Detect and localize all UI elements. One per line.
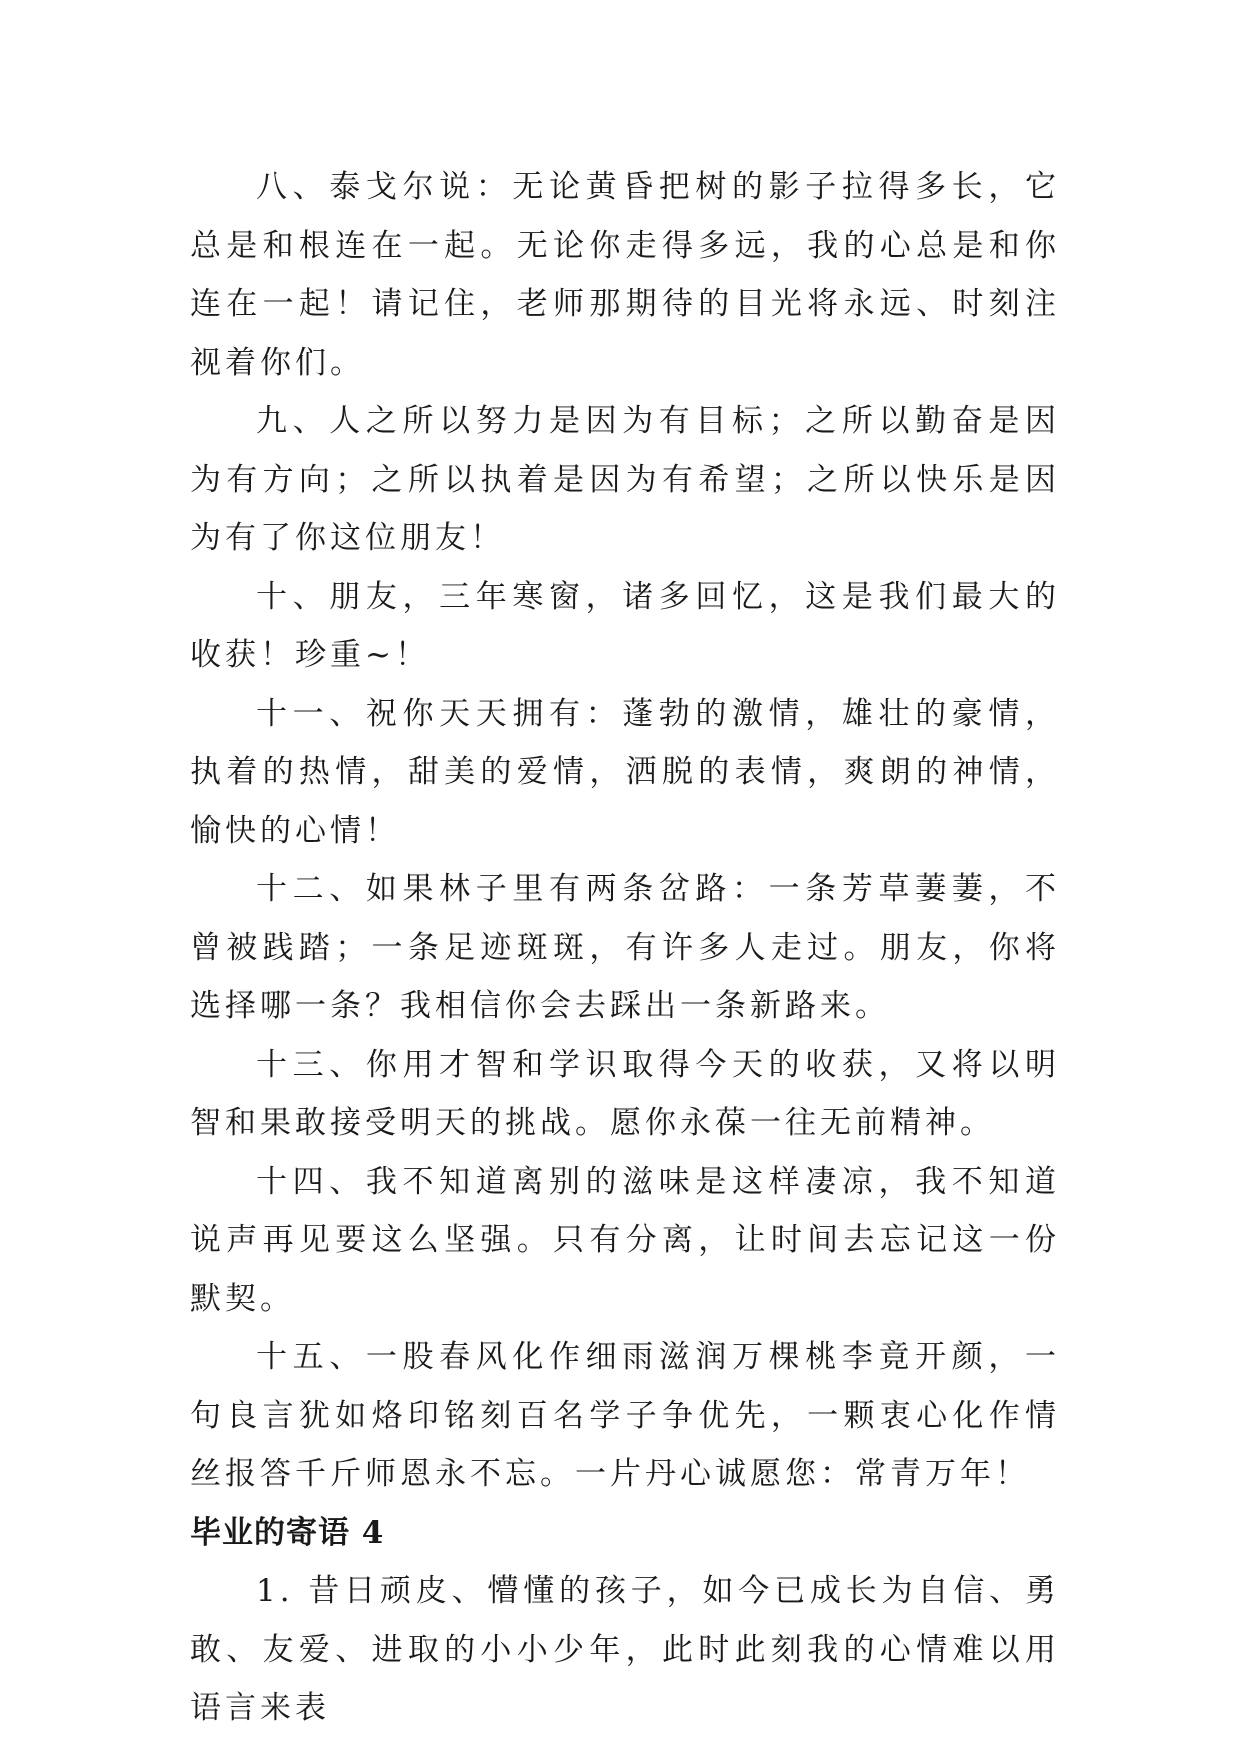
document-body	[190, 158, 1060, 1738]
section-heading: 毕业的寄语 4	[190, 1514, 385, 1551]
paragraph-item-1: 1. 昔日顽皮、懵懂的孩子，如今已成长为自信、勇敢、友爱、进取的小小少年，此时此刻我的心情难以用语言来表	[190, 1573, 1060, 1726]
paragraph-13: 十三、你用才智和学识取得今天的收获，又将以明智和果敢接受明天的挑战。愿你永葆一往无前精神。	[190, 1046, 1060, 1141]
paragraph-15: 十五、一股春风化作细雨滋润万棵桃李竟开颜，一句良言犹如烙印铭刻百名学子争优先，一颗衷心化作情丝报答千斤师恩永不忘。一片丹心诚愿您：常青万年！	[190, 1339, 1060, 1492]
paragraph-9: 九、人之所以努力是因为有目标；之所以勤奋是因为有方向；之所以执着是因为有希望；之所以快乐是因为有了你这位朋友！	[190, 403, 1060, 556]
paragraph-8: 八、泰戈尔说：无论黄昏把树的影子拉得多长，它总是和根连在一起。无论你走得多远，我的心总是和你连在一起！请记住，老师那期待的目光将永远、时刻注视着你们。	[190, 169, 1060, 381]
paragraph-12: 十二、如果林子里有两条岔路：一条芳草萋萋，不曾被践踏；一条足迹斑斑，有许多人走过。朋友，你将选择哪一条？我相信你会去踩出一条新路来。	[190, 871, 1060, 1024]
paragraph-14: 十四、我不知道离别的滋味是这样凄凉，我不知道说声再见要这么坚强。只有分离，让时间去忘记这一份默契。	[190, 1163, 1060, 1317]
paragraph-11: 十一、祝你天天拥有：蓬勃的激情，雄壮的豪情，执着的热情，甜美的爱情，洒脱的表情，爽朗的神情，愉快的心情！	[190, 695, 1060, 849]
paragraph-10: 十、朋友，三年寒窗，诸多回忆，这是我们最大的收获！珍重~！	[190, 578, 1060, 673]
